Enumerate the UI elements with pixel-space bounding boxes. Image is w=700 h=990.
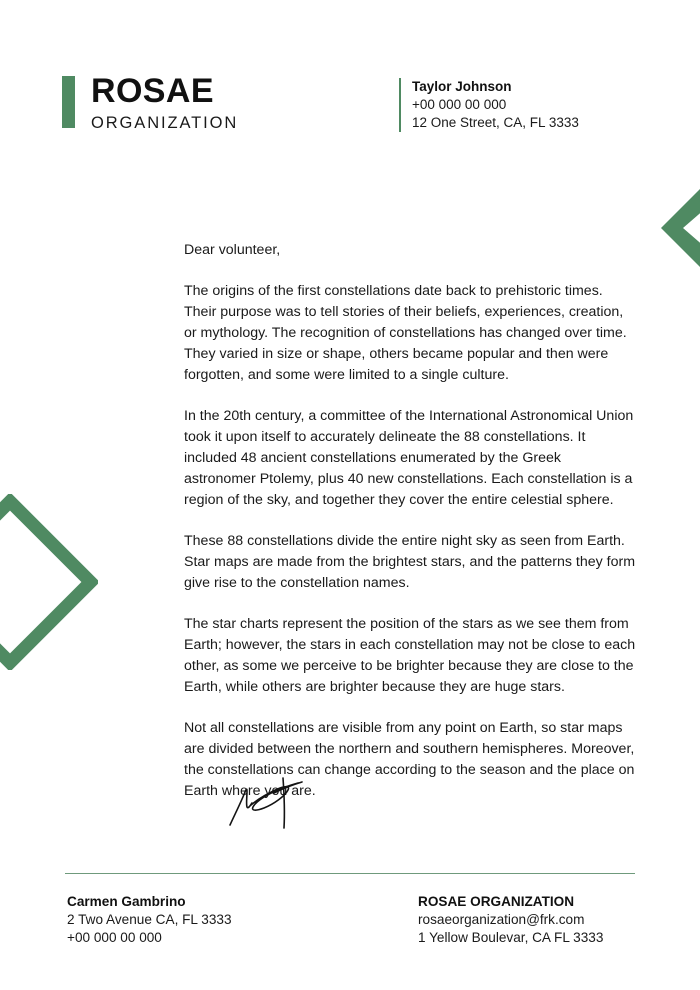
footer-divider (65, 873, 635, 874)
diamond-outline-icon (0, 494, 98, 670)
footer-sender-name: Carmen Gambrino (67, 894, 186, 909)
footer-sender-address: 2 Two Avenue CA, FL 3333 (67, 912, 232, 927)
contact-lines (412, 78, 579, 132)
letter-paragraph: These 88 constellations divide the entire night sky as seen from Earth. Star maps are made from the brightest stars, and the patterns they form give rise to the constellation names. (184, 533, 636, 591)
footer-org-email[interactable]: rosaeorganization@frk.com (418, 912, 585, 927)
footer-org-address: 1 Yellow Boulevar, CA FL 3333 (418, 930, 604, 945)
letter-body (184, 240, 636, 802)
letter-paragraph: The origins of the first constellations date back to prehistoric times. Their purpose was to tell stories of their beliefs, experiences, creation, or mythology. The recognition of constellations has changed over time. They varied in size or shape, others became popular and then were forgotten, and some were limited to a single culture. (184, 283, 627, 383)
letter-paragraph: Not all constellations are visible from any point on Earth, so star maps are divided between the northern and southern hemispheres. Moreover, the constellations can change according to the season and the place on Earth where you are. (184, 720, 635, 799)
contact-accent-rule (399, 78, 401, 132)
footer-org-block (418, 893, 668, 947)
letter-paragraph: The star charts represent the position of the stars as we see them from Earth; however, the stars in each constellation may not be close to each other, as some we perceive to be brighter because they are close to the Earth, while others are brighter because they are huge stars. (184, 616, 636, 695)
letter-paragraph: In the 20th century, a committee of the International Astronomical Union took it upon itself to accurately delineate the 88 constellations. It included 48 ancient constellations enumerated by the Greek astronomer Ptolemy, plus 40 new constellations. Each constellation is a region of the sky, and together they cover the entire celestial sphere. (184, 408, 634, 508)
footer-sender-phone: +00 000 00 000 (67, 930, 162, 945)
footer-sender-block (67, 893, 397, 947)
brand-logo (62, 74, 238, 132)
page-header (0, 0, 700, 160)
signature-mark (222, 772, 322, 834)
brand-subtitle: ORGANIZATION (91, 114, 239, 132)
contact-phone: +00 000 00 000 (412, 97, 507, 112)
contact-name: Taylor Johnson (412, 79, 512, 94)
brand-accent-bar (62, 76, 75, 128)
brand-text-block (91, 74, 238, 132)
header-contact-block (399, 78, 579, 132)
page-footer (0, 893, 700, 963)
contact-address: 12 One Street, CA, FL 3333 (412, 115, 579, 130)
chevron-left-icon (661, 183, 700, 273)
brand-name: ROSAE (91, 72, 214, 110)
footer-org-name: ROSAE ORGANIZATION (418, 894, 575, 909)
letter-salutation: Dear volunteer, (184, 242, 281, 258)
